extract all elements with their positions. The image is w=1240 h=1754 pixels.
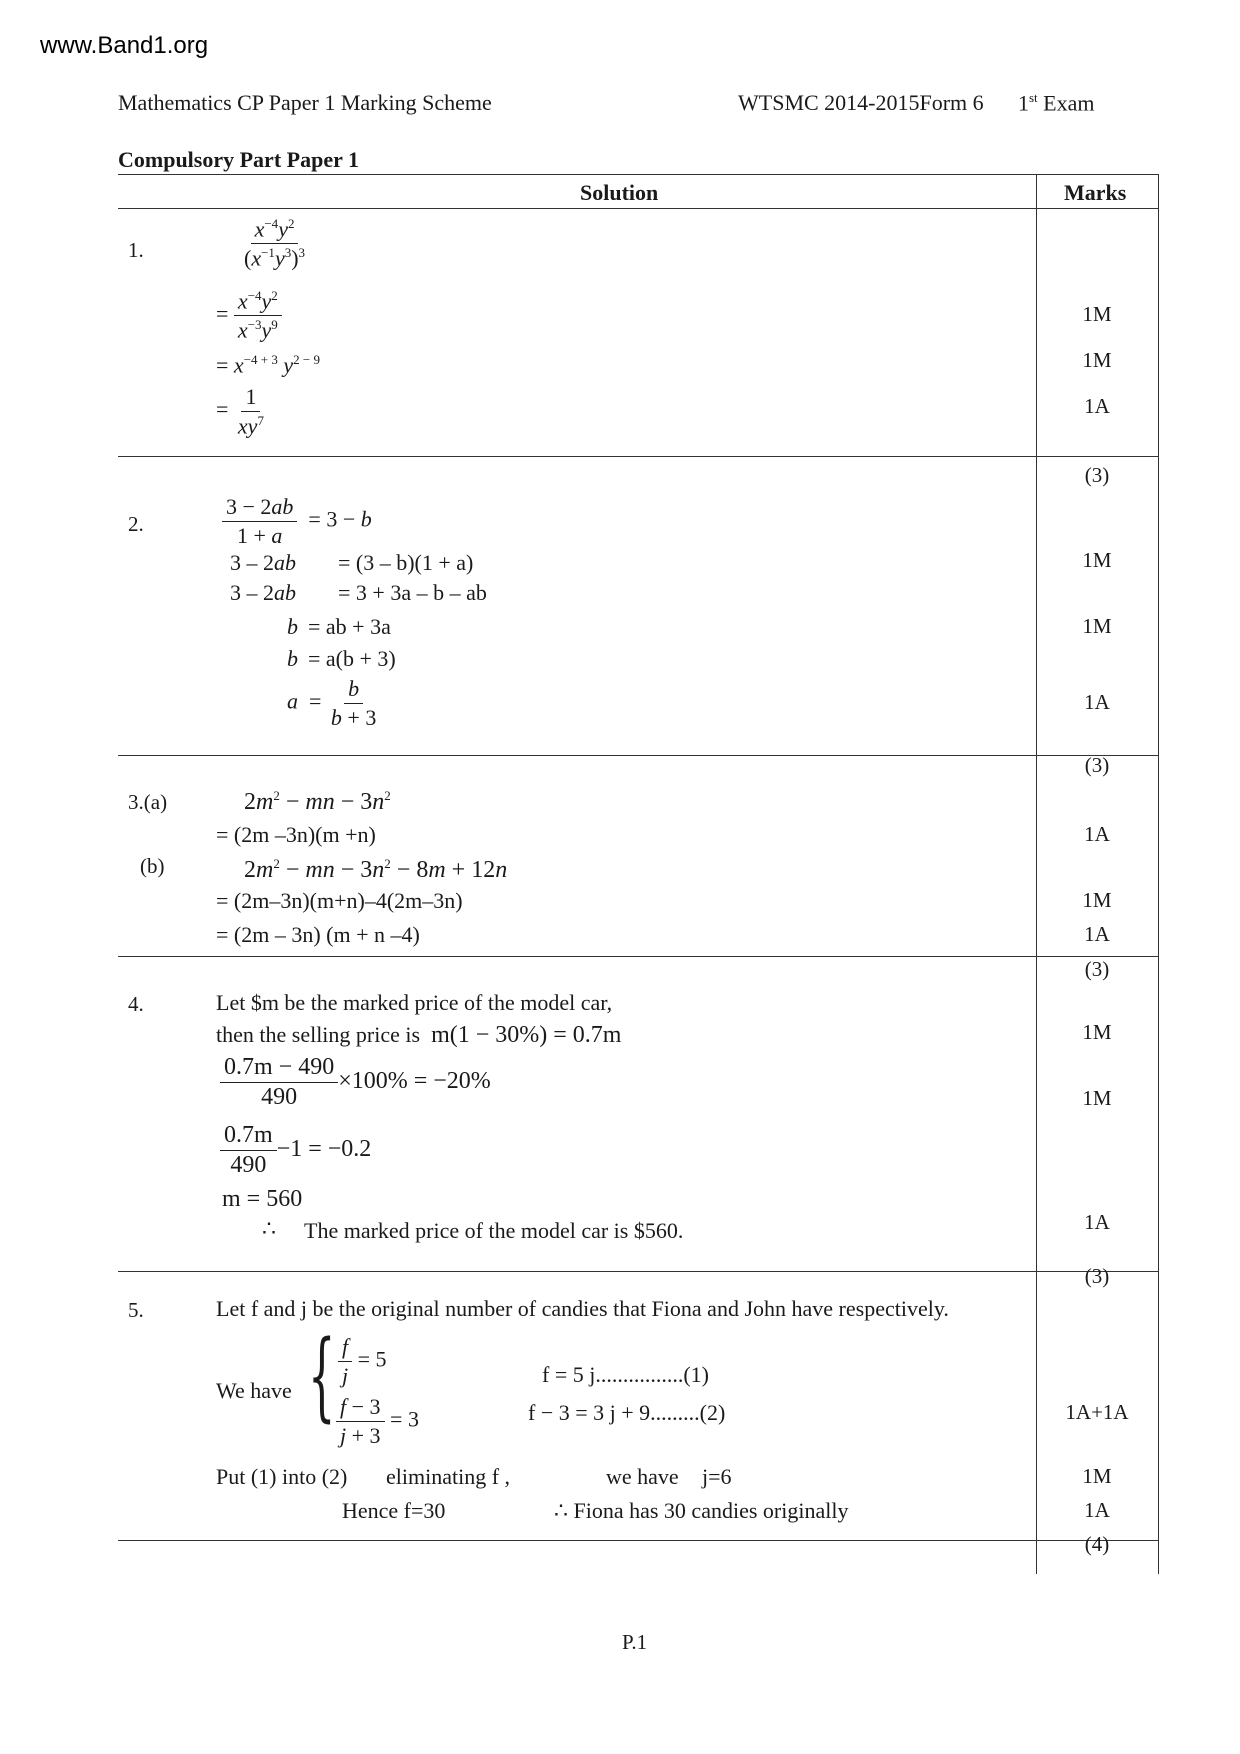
column-header-marks: Marks — [1064, 180, 1127, 205]
mark: 1A+1A — [1065, 1400, 1129, 1424]
mark-total: (3) — [1084, 753, 1110, 777]
q4-frac-2-num: 0.7m — [220, 1122, 277, 1151]
q4-frac-2-den: 490 — [230, 1152, 267, 1178]
row-divider-5 — [118, 1540, 1158, 1541]
question-number: 2. — [128, 512, 144, 536]
q5-j-value: j=6 — [702, 1464, 732, 1489]
q4-conclusion: The marked price of the model car is $560. — [304, 1218, 684, 1243]
mark: 1M — [1082, 548, 1112, 572]
mark: 1M — [1082, 348, 1112, 372]
q4-equation-2-rhs: −1 = −0.2 — [276, 1136, 372, 1163]
q4-equation-1-rhs: ×100% = −20% — [338, 1068, 491, 1095]
header-school: WTSMC 2014-2015Form 6 — [738, 90, 984, 115]
q4-line-2 — [216, 1022, 621, 1049]
question-part-b: (b) — [140, 854, 165, 878]
site-url[interactable]: www.Band1.org — [40, 32, 209, 59]
exam-number: 1 — [1018, 90, 1029, 116]
q5-system-eq-1: $\frac{f}{j}$ = 5 — [338, 1334, 387, 1389]
mark-total: (3) — [1084, 1264, 1110, 1288]
exam-word: Exam — [1043, 90, 1095, 116]
q2-line-6: a = $\frac{b}{b + 3}$ — [287, 676, 377, 730]
q5-eq-label-2: f − 3 = 3 j + 9.........(2) — [528, 1400, 726, 1425]
q3a-expression: $2m^2$ − mn − $3n^2$ — [244, 788, 391, 815]
mark: 1A — [1084, 690, 1110, 714]
mark: 1M — [1082, 302, 1112, 326]
table-header-rule — [118, 208, 1158, 209]
q5-eq-label-1: f = 5 j................(1) — [542, 1362, 709, 1387]
mark-total: (3) — [1084, 957, 1110, 981]
q1-step-3: = $\frac{1}{xy^7}$ — [216, 384, 264, 439]
q2-line-2-lhs: 3 – 2ab — [230, 550, 296, 575]
column-header-solution: Solution — [580, 180, 659, 205]
mark: 1M — [1082, 1086, 1112, 1110]
q5-system-eq-2: $\frac{f - 3}{j + 3}$ = 3 — [336, 1394, 419, 1449]
q4-equation-1 — [220, 1054, 491, 1111]
mark: 1M — [1082, 1464, 1112, 1488]
q2-line-4-lhs: b — [287, 614, 298, 639]
q2-line-5-lhs: b — [287, 646, 298, 671]
q5-conclusion: ∴ Fiona has 30 candies originally — [554, 1498, 849, 1523]
mark: 1A — [1084, 922, 1110, 946]
q1-step-1: = $\frac{x^{-4}y^2}{x^{-3}y^9}$ — [216, 288, 282, 344]
q4-result: m = 560 — [222, 1186, 303, 1212]
q5-eliminating: eliminating f , — [386, 1464, 511, 1489]
question-number: 5. — [128, 1298, 144, 1322]
q2-line-3-rhs: = 3 + 3a – b – ab — [338, 580, 487, 605]
q2-line-1: $\frac{3 - 2ab}{1 + a}$ = 3 − b — [222, 494, 372, 549]
q1-step-2: = $x^{-4 + 3}$ $y^{2 - 9}$ — [216, 352, 320, 378]
mark: 1M — [1082, 1020, 1112, 1044]
q2-line-3-lhs: 3 – 2ab — [230, 580, 296, 605]
q4-frac-1-den: 490 — [261, 1084, 298, 1110]
mark: 1A — [1084, 1498, 1110, 1522]
q5-hence: Hence f=30 — [342, 1498, 446, 1523]
question-number: 4. — [128, 992, 144, 1016]
page-number: P.1 — [622, 1630, 648, 1654]
q5-eq-1-rhs: = 5 — [357, 1346, 387, 1372]
marks-column-rule — [1036, 174, 1037, 1574]
row-divider-1 — [118, 456, 1158, 457]
q3b-step-2: = (2m – 3n) (m + n –4) — [216, 922, 420, 947]
q3b-expression: $2m^2$ − mn − $3n^2 - 8m + 12n$ — [244, 856, 508, 883]
mark-total: (3) — [1084, 463, 1110, 487]
q3a-step-1: = (2m –3n)(m +n) — [216, 822, 376, 847]
question-number: 3.(a) — [128, 790, 168, 814]
q2-line-2-rhs: = (3 – b)(1 + a) — [338, 550, 474, 575]
left-brace: { — [308, 1320, 336, 1432]
q2-line-5-rhs: = a(b + 3) — [308, 646, 396, 671]
q1-expression: $\frac{x^{-4}y^2}{(x^{-1}y^3)^3}$ — [244, 216, 306, 271]
table-top-rule — [118, 174, 1158, 175]
q4-frac-1-num: 0.7m − 490 — [220, 1054, 338, 1083]
q4-line-2-math: m(1 − 30%) = 0.7m — [431, 1022, 622, 1048]
q5-intro: Let f and j be the original number of candies that Fiona and John have respectively. — [216, 1296, 949, 1321]
exam-ordinal: st — [1029, 90, 1038, 105]
q2-line-4-rhs: = ab + 3a — [308, 614, 391, 639]
row-divider-4 — [118, 1271, 1158, 1272]
mark-total: (4) — [1084, 1532, 1110, 1556]
q5-substitution: Put (1) into (2) — [216, 1464, 348, 1489]
header-exam — [1018, 90, 1095, 116]
q5-eq-2-rhs: = 3 — [390, 1406, 419, 1432]
header-title: Mathematics CP Paper 1 Marking Scheme — [118, 90, 492, 115]
question-number: 1. — [128, 238, 144, 262]
mark: 1A — [1084, 822, 1110, 846]
q5-we-have-2: we have — [606, 1464, 679, 1489]
q3b-step-1: = (2m–3n)(m+n)–4(2m–3n) — [216, 888, 463, 913]
table-right-rule — [1158, 174, 1159, 1574]
q4-line-1: Let $m be the marked price of the model car, — [216, 990, 613, 1015]
mark: 1A — [1084, 394, 1110, 418]
row-divider-2 — [118, 755, 1158, 756]
mark: 1A — [1084, 1210, 1110, 1234]
mark: 1M — [1082, 614, 1112, 638]
section-title: Compulsory Part Paper 1 — [118, 147, 359, 172]
row-divider-3 — [118, 956, 1158, 957]
q4-line-2-text: then the selling price is — [216, 1022, 421, 1047]
therefore-symbol: ∴ — [262, 1216, 276, 1241]
q4-equation-2 — [220, 1122, 371, 1179]
mark: 1M — [1082, 888, 1112, 912]
q5-we-have: We have — [216, 1378, 292, 1403]
